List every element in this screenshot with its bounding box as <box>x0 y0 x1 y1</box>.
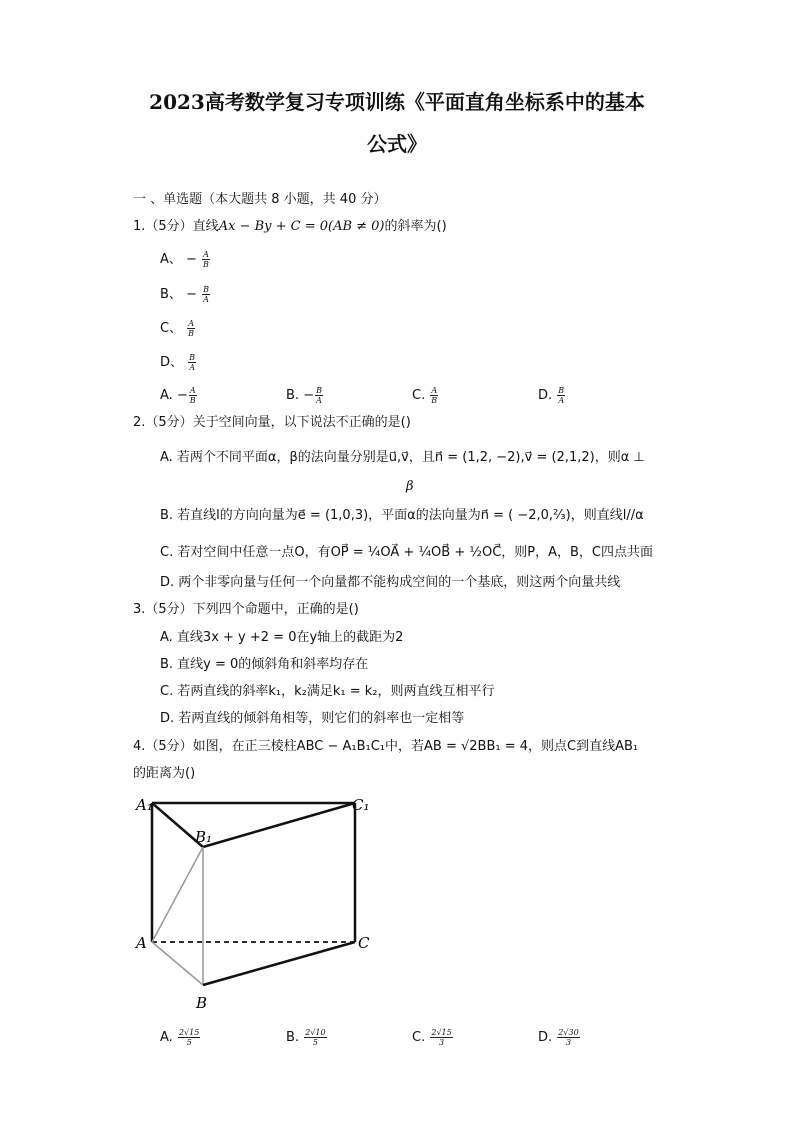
q1-row-d-label: D. <box>538 388 553 403</box>
q4-option-d-den: 3 <box>565 1038 572 1047</box>
q2-stem: 2.（5分）关于空间向量，以下说法不正确的是() <box>133 415 411 430</box>
q1-option-a-num: A <box>203 250 209 259</box>
q1-option-b-den: A <box>203 295 209 304</box>
q1-option-b-label: B、 <box>160 287 182 302</box>
q1-option-d-label: D、 <box>160 355 184 370</box>
q1-option-a[interactable] <box>160 250 211 269</box>
q4-option-a[interactable] <box>160 1028 201 1047</box>
q1-row-c-den: B <box>431 396 438 405</box>
q4-option-b-label: B. <box>286 1030 300 1045</box>
q1-stem-suffix: 的斜率为() <box>384 219 447 234</box>
label-b: B <box>196 994 208 1012</box>
q4-option-b-den: 5 <box>312 1038 318 1047</box>
q3-option-b[interactable]: B. 直线y = 0的倾斜角和斜率均存在 <box>160 657 369 672</box>
q3-option-c[interactable]: C. 若两直线的斜率k₁，k₂满足k₁ = k₂，则两直线互相平行 <box>160 684 495 699</box>
q1-option-d[interactable] <box>160 353 197 372</box>
q4-option-d-label: D. <box>538 1030 553 1045</box>
q1-stem-prefix: 1.（5分）直线 <box>133 219 219 234</box>
edge-bc <box>203 942 355 985</box>
label-c1: C₁ <box>352 796 370 814</box>
q1-row-a-num: A <box>189 386 196 395</box>
q1-option-c[interactable] <box>160 319 196 338</box>
segment-ab1 <box>152 847 203 942</box>
q4-option-d-num: 2√30 <box>558 1028 579 1037</box>
q1-row-b-sign: − <box>303 388 315 403</box>
q1-row-option-d[interactable] <box>538 386 566 405</box>
q3-option-d[interactable]: D. 若两直线的倾斜角相等，则它们的斜率也一定相等 <box>160 711 465 726</box>
q1-row-b-den: A <box>316 396 322 405</box>
q1-option-c-num: A <box>188 319 194 328</box>
prism-figure <box>130 792 380 1017</box>
q1-option-b[interactable] <box>160 285 211 304</box>
q2-option-d[interactable]: D. 两个非零向量与任何一个向量都不能构成空间的一个基底，则这两个向量共线 <box>160 575 621 590</box>
q1-row-d-den: A <box>558 396 565 405</box>
q1-row-option-c[interactable] <box>412 386 439 405</box>
q1-option-b-num: B <box>203 285 209 294</box>
q1-row-c-num: A <box>431 386 438 395</box>
q4-option-b-num: 2√10 <box>305 1028 326 1037</box>
q1-row-option-a[interactable] <box>160 386 198 405</box>
q2-option-a-cont: β <box>406 479 414 494</box>
q1-row-c-label: C. <box>412 388 426 403</box>
q2-option-a[interactable]: A. 若两个不同平面α，β的法向量分别是u⃗,v⃗，且n⃗ = (1,2, −2),v⃗ = (2,1,2)，则α ⊥ <box>160 450 645 465</box>
q1-stem-math: Ax − By + C = 0(AB ≠ 0) <box>218 219 385 234</box>
q1-stem <box>133 218 447 236</box>
q4-option-c[interactable] <box>412 1028 454 1047</box>
edge-b1c1 <box>203 803 355 847</box>
q1-option-a-label: A、 <box>160 252 182 267</box>
q4-option-c-num: 2√15 <box>431 1028 452 1037</box>
q3-stem: 3.（5分）下列四个命题中，正确的是() <box>133 602 359 617</box>
q1-row-option-b[interactable] <box>286 386 324 405</box>
q1-row-a-label: A. <box>160 388 173 403</box>
q2-option-c[interactable]: C. 若对空间中任意一点O，有OP⃗ = ¼OA⃗ + ¼OB⃗ + ½OC⃗，则P，A，B，C四点共面 <box>160 545 654 560</box>
q3-option-a[interactable]: A. 直线3x + y +2 = 0在y轴上的截距为2 <box>160 630 404 645</box>
q1-option-d-den: A <box>189 363 195 372</box>
q1-option-c-label: C、 <box>160 321 183 336</box>
q1-option-d-num: B <box>189 353 196 362</box>
q4-option-b[interactable] <box>286 1028 328 1047</box>
section-heading: 一 、单选题（本大题共 8 小题，共 40 分） <box>133 192 387 207</box>
q1-option-b-sign: − <box>186 287 197 302</box>
q4-option-c-label: C. <box>412 1030 426 1045</box>
q4-stem-line1: 4.（5分）如图，在正三棱柱ABC − A₁B₁C₁中，若AB = √2BB₁ = 4，则点C到直线AB₁ <box>133 739 639 754</box>
q4-option-a-den: 5 <box>186 1038 192 1047</box>
q4-option-a-label: A. <box>160 1030 173 1045</box>
q1-row-a-sign: − <box>176 388 188 403</box>
page-title-line1: 2023高考数学复习专项训练《平面直角坐标系中的基本 <box>149 90 645 114</box>
label-a1: A₁ <box>136 796 153 814</box>
q2-option-b[interactable]: B. 若直线l的方向向量为e⃗ = (1,0,3)，平面α的法向量为n⃗ = ( −2,0,²⁄₃)，则直线l//α <box>160 508 644 523</box>
q1-row-a-den: B <box>189 396 196 405</box>
q1-option-a-den: B <box>203 260 209 269</box>
label-a: A <box>136 934 147 952</box>
label-b1: B₁ <box>195 828 213 846</box>
q4-option-d[interactable] <box>538 1028 581 1047</box>
label-c: C <box>358 934 370 952</box>
q4-stem-line2: 的距离为() <box>133 766 196 781</box>
q4-option-a-num: 2√15 <box>178 1028 200 1037</box>
q4-option-c-den: 3 <box>439 1038 445 1047</box>
q1-row-b-num: B <box>316 386 322 395</box>
q1-row-d-num: B <box>558 386 565 395</box>
edge-ab <box>152 942 203 985</box>
q1-row-b-label: B. <box>286 388 300 403</box>
page-title-line2: 公式》 <box>367 132 427 156</box>
q1-option-c-den: B <box>188 329 195 338</box>
q1-option-a-sign: − <box>186 252 197 267</box>
